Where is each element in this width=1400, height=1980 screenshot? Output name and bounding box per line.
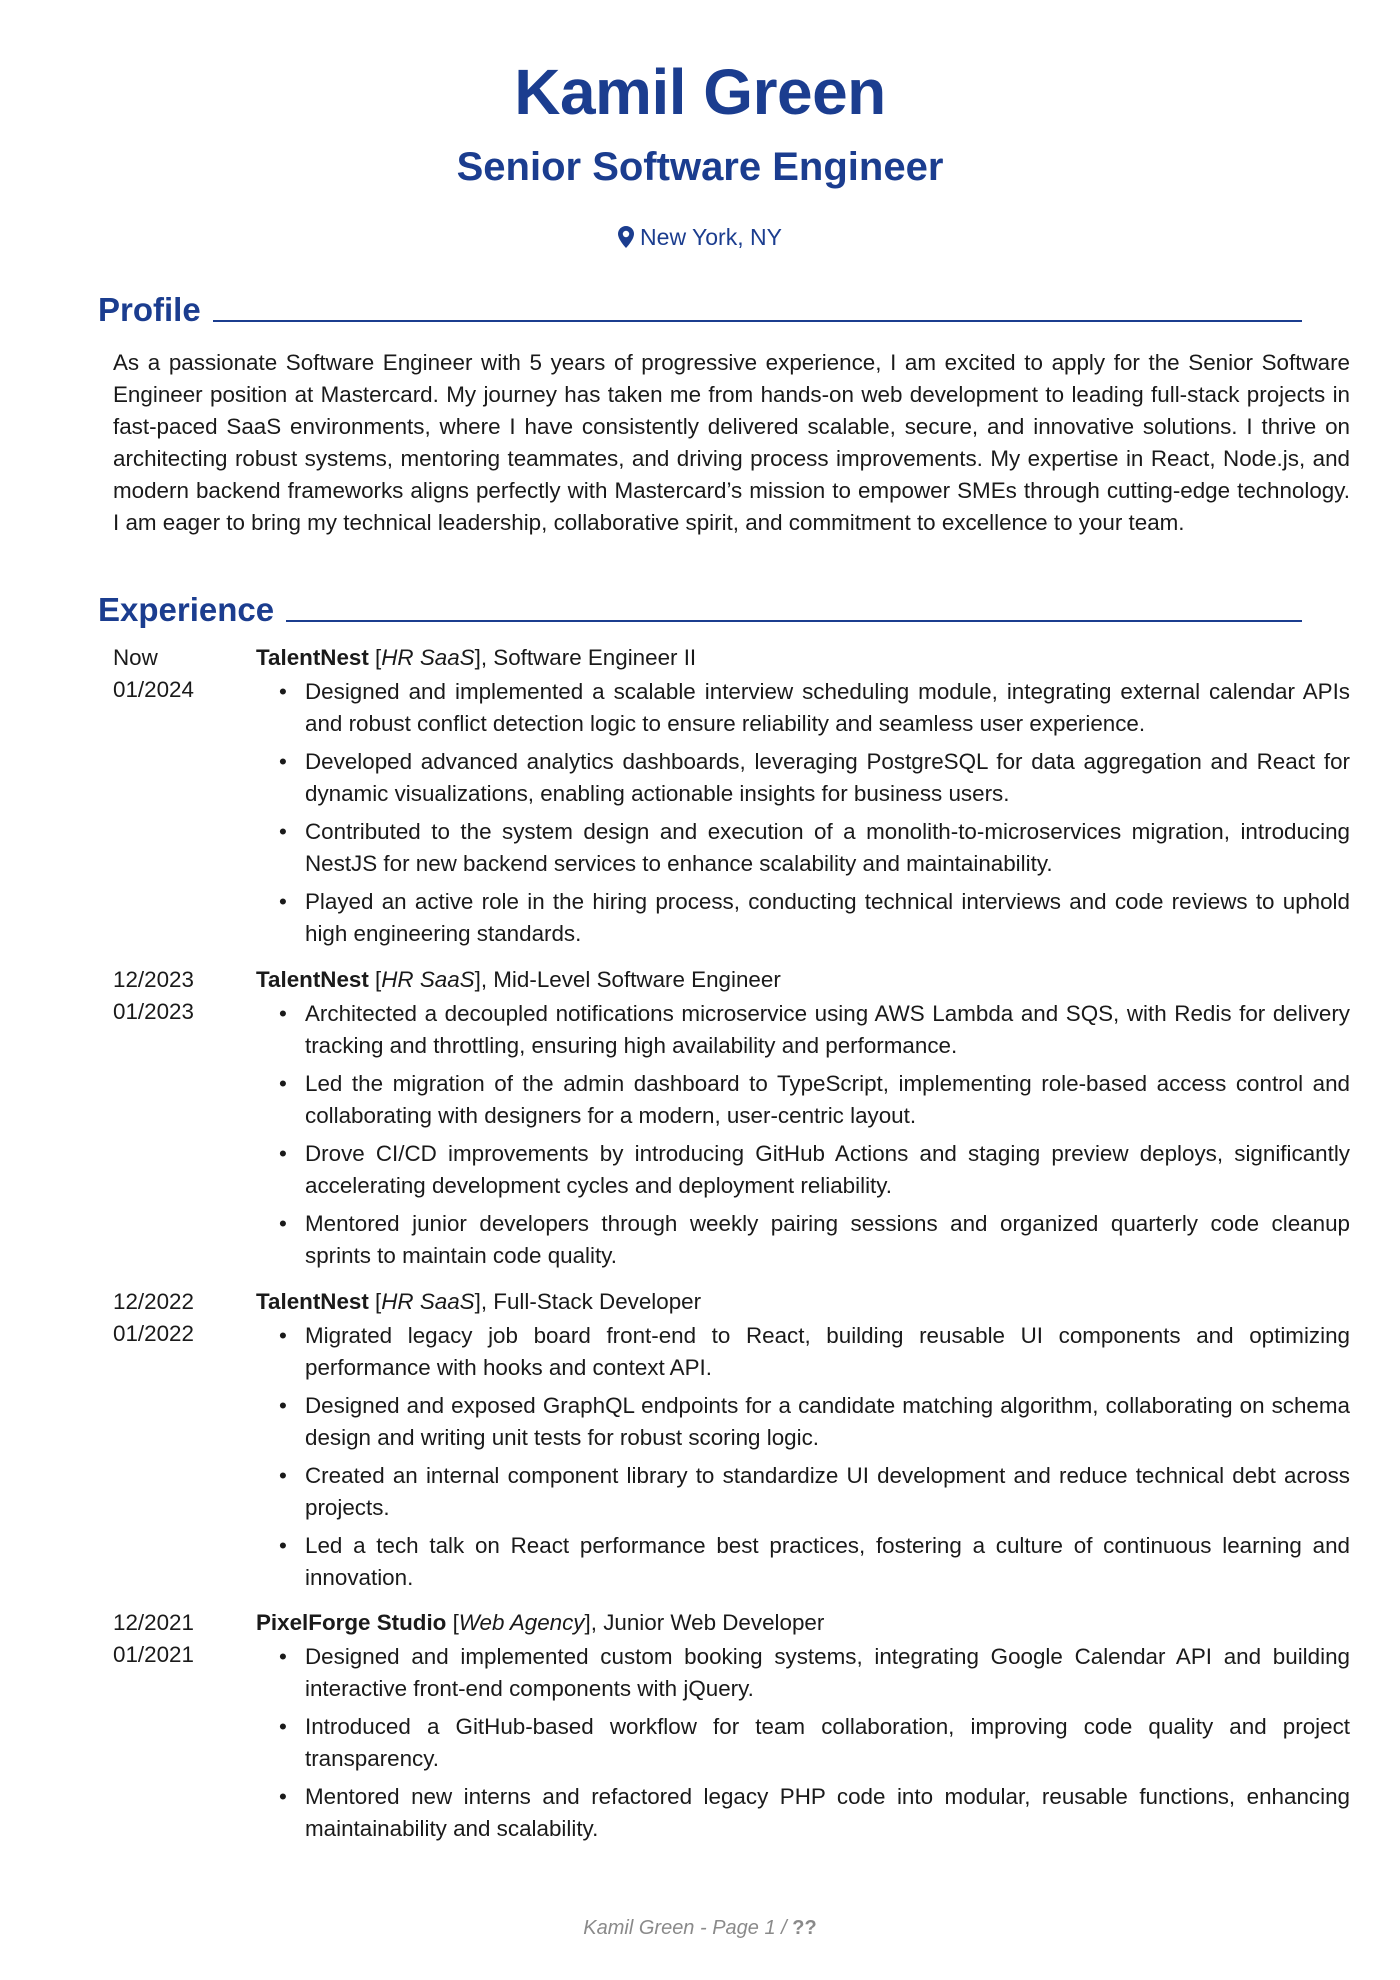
entry-end-date: 12/2023	[113, 967, 194, 992]
entry-role: TalentNest [HR SaaS], Full-Stack Developer	[256, 1289, 702, 1314]
section-divider	[213, 320, 1302, 322]
entry-start-date: 01/2023	[113, 999, 194, 1024]
entry-end-date: 12/2021	[113, 1610, 194, 1635]
entry-dates	[113, 1607, 256, 1851]
entry-start-date: 01/2022	[113, 1321, 194, 1346]
entry-company: TalentNest	[256, 645, 369, 670]
page-footer	[0, 1915, 1400, 1941]
entry-position: Full-Stack Developer	[493, 1289, 702, 1314]
bullet-item: • Mentored new interns and refactored legacy PHP code into modular, reusable functions, enhancing maintainability and scalability.	[305, 1781, 1350, 1845]
entry-industry: Web Agency	[458, 1610, 585, 1635]
location	[0, 222, 1400, 255]
bullet-item: • Led a tech talk on React performance best practices, fostering a culture of continuous learning and innovation.	[305, 1530, 1350, 1594]
entry-bullets	[256, 1320, 1350, 1594]
entry-position: Junior Web Developer	[603, 1610, 825, 1635]
entry-company: TalentNest	[256, 1289, 369, 1314]
experience-entry	[113, 964, 1350, 1278]
footer-text: Kamil Green - Page 1 /	[583, 1917, 793, 1939]
entry-dates	[113, 964, 256, 1278]
bullet-item: • Mentored junior developers through weekly pairing sessions and organized quarterly code cleanup sprints to maintain code quality.	[305, 1208, 1350, 1272]
entry-industry: HR SaaS	[381, 1289, 475, 1314]
entry-dates	[113, 642, 256, 956]
entry-start-date: 01/2021	[113, 1642, 194, 1667]
bullet-item: • Designed and implemented a scalable interview scheduling module, integrating external calendar APIs and robust conflict detection logic to ensure reliability and seamless user experience.	[305, 676, 1350, 740]
map-pin-icon	[618, 225, 634, 255]
bullet-item: • Led the migration of the admin dashboard to TypeScript, implementing role-based access control and collaborating with designers for a modern, user-centric layout.	[305, 1068, 1350, 1132]
bullet-item: • Introduced a GitHub-based workflow for team collaboration, improving code quality and project transparency.	[305, 1711, 1350, 1775]
experience-section-title: Experience	[98, 591, 275, 628]
experience-entry	[113, 642, 1350, 956]
bullet-item: • Developed advanced analytics dashboards, leveraging PostgreSQL for data aggregation and React for dynamic visualizations, enabling actionable insights for business users.	[305, 746, 1350, 810]
entry-role: PixelForge Studio [Web Agency], Junior Web Developer	[256, 1610, 825, 1635]
profile-section-heading	[98, 290, 1302, 330]
entry-end-date: 12/2022	[113, 1289, 194, 1314]
candidate-headline: Senior Software Engineer	[456, 145, 944, 189]
bullet-item: • Contributed to the system design and execution of a monolith-to-microservices migration, introducing NestJS for new backend services to enhance scalability and maintainability.	[305, 816, 1350, 880]
entry-industry: HR SaaS	[381, 645, 475, 670]
entry-company: PixelForge Studio	[256, 1610, 447, 1635]
entry-bullets	[256, 1641, 1350, 1845]
bullet-item: • Drove CI/CD improvements by introducing GitHub Actions and staging preview deploys, significantly accelerating development cycles and deployment reliability.	[305, 1138, 1350, 1202]
section-divider	[286, 620, 1302, 622]
bullet-item: • Designed and exposed GraphQL endpoints for a candidate matching algorithm, collaborating on schema design and writing unit tests for robust scoring logic.	[305, 1390, 1350, 1454]
candidate-name: Kamil Green	[514, 56, 886, 128]
entry-industry: HR SaaS	[381, 967, 475, 992]
footer-page-total: ??	[792, 1917, 817, 1939]
entry-position: Software Engineer II	[493, 645, 697, 670]
bullet-item: • Played an active role in the hiring process, conducting technical interviews and code reviews to uphold high engineering standards.	[305, 886, 1350, 950]
entry-company: TalentNest	[256, 967, 369, 992]
profile-section-title: Profile	[98, 291, 201, 328]
bullet-item: • Architected a decoupled notifications microservice using AWS Lambda and SQS, with Redis for delivery tracking and throttling, ensuring high availability and performance.	[305, 998, 1350, 1062]
entry-role: TalentNest [HR SaaS], Software Engineer II	[256, 645, 697, 670]
bullet-item: • Migrated legacy job board front-end to React, building reusable UI components and optimizing performance with hooks and context API.	[305, 1320, 1350, 1384]
entry-bullets	[256, 676, 1350, 950]
profile-summary: As a passionate Software Engineer with 5 years of progressive experience, I am excited to apply for the Senior Software Engineer position at Mastercard. My journey has taken me from hands-on web development to leading full-stack projects in fast-paced SaaS environments, where I have consistently delivered scalable, secure, and innovative solutions. I thrive on architecting robust systems, mentoring teammates, and driving process improvements. My expertise in React, Node.js, and modern backend frameworks aligns perfectly with Mastercard’s mission to empower SMEs through cutting-edge technology. I am eager to bring my technical leadership, collaborative spirit, and commitment to excellence to your team.	[113, 350, 1350, 535]
entry-dates	[113, 1286, 256, 1600]
entry-role: TalentNest [HR SaaS], Mid-Level Software Engineer	[256, 967, 781, 992]
bullet-item: • Created an internal component library to standardize UI development and reduce technical debt across projects.	[305, 1460, 1350, 1524]
entry-end-date: Now	[113, 645, 158, 670]
entry-start-date: 01/2024	[113, 677, 194, 702]
location-text: New York, NY	[640, 224, 782, 250]
bullet-item: • Designed and implemented custom booking systems, integrating Google Calendar API and building interactive front-end components with jQuery.	[305, 1641, 1350, 1705]
experience-entry	[113, 1607, 1350, 1851]
entry-bullets	[256, 998, 1350, 1272]
experience-entry	[113, 1286, 1350, 1600]
experience-section-heading	[98, 590, 1302, 630]
entry-position: Mid-Level Software Engineer	[493, 967, 781, 992]
